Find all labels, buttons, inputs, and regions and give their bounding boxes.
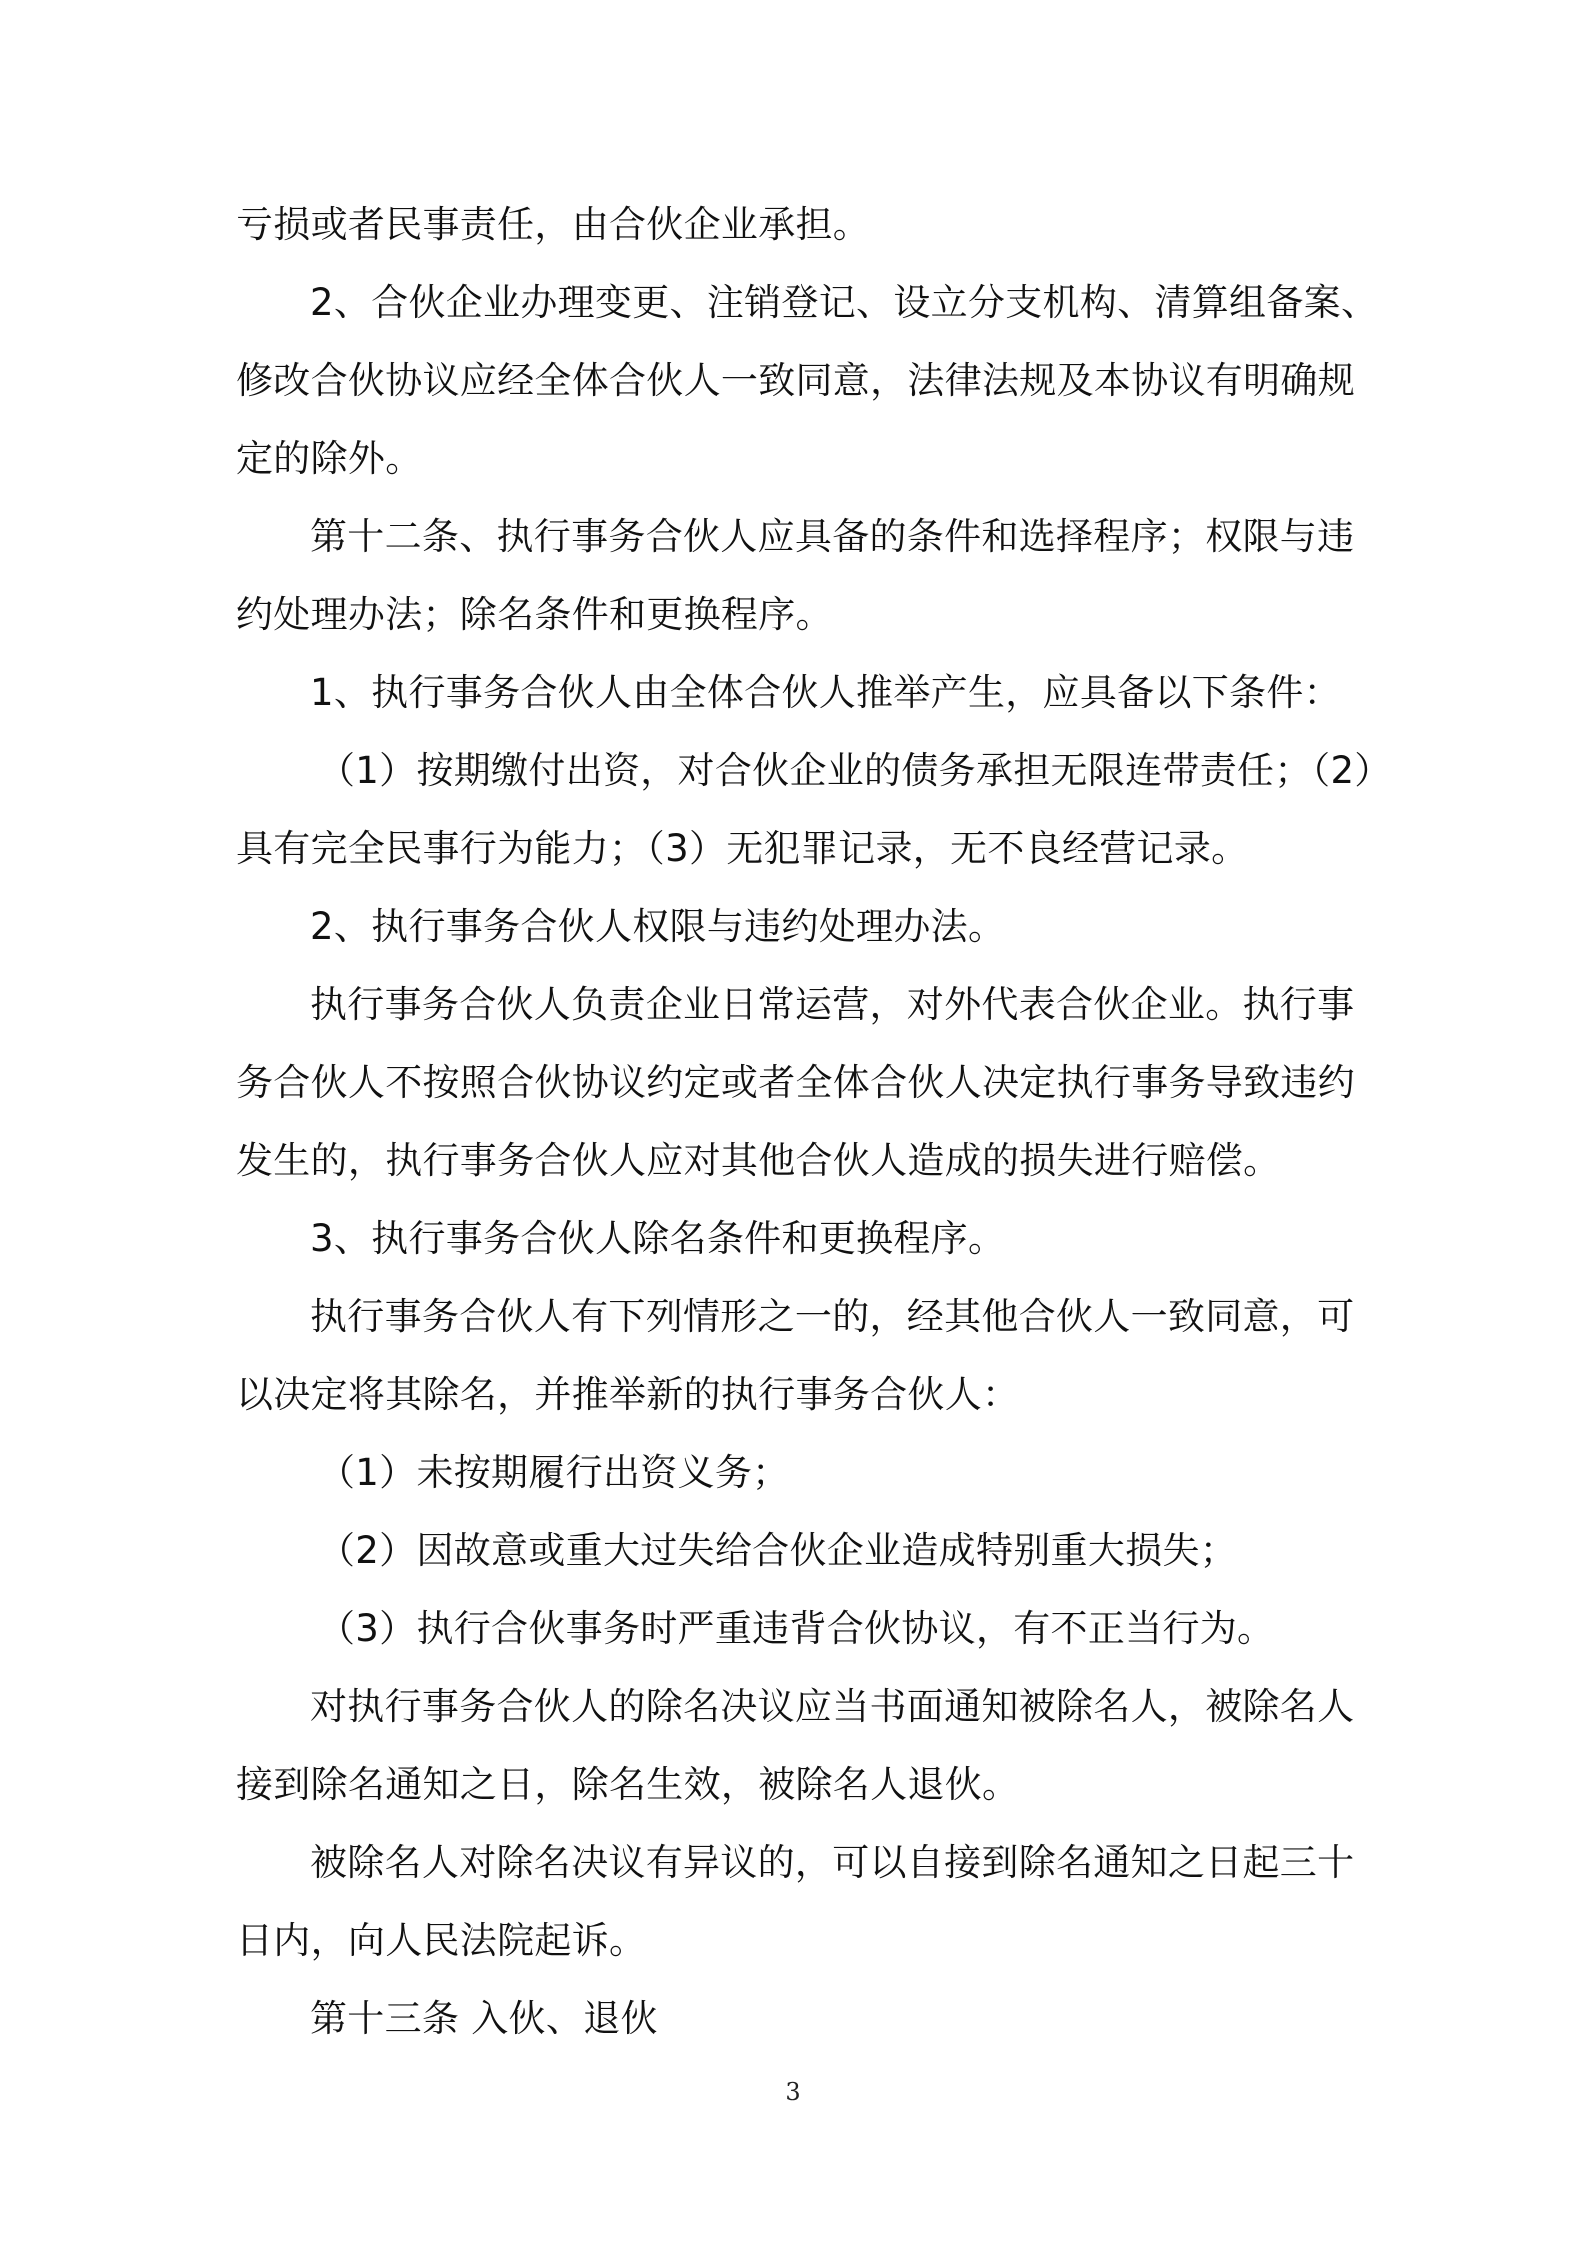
list-item: （3）执行合伙事务时严重违背合伙协议，有不正当行为。	[318, 1607, 1275, 1650]
text-line: 日内，向人民法院起诉。	[236, 1919, 647, 1962]
text-line: 对执行事务合伙人的除名决议应当书面通知被除名人，被除名人	[310, 1685, 1355, 1728]
text-line: 第十二条、执行事务合伙人应具备的条件和选择程序；权限与违	[310, 515, 1355, 558]
list-item: （1）未按期履行出资义务；	[318, 1451, 790, 1494]
text-line: 被除名人对除名决议有异议的，可以自接到除名通知之日起三十	[310, 1841, 1355, 1884]
text-line: （1）按期缴付出资，对合伙企业的债务承担无限连带责任；（2）	[318, 749, 1392, 792]
text-line: 定的除外。	[236, 437, 423, 480]
text-line: 以决定将其除名，并推举新的执行事务合伙人：	[236, 1373, 1020, 1416]
text-line: 务合伙人不按照合伙协议约定或者全体合伙人决定执行事务导致违约	[236, 1061, 1355, 1104]
text-line: 亏损或者民事责任，由合伙企业承担。	[236, 203, 871, 246]
text-line: 具有完全民事行为能力；（3）无犯罪记录，无不良经营记录。	[236, 827, 1249, 870]
text-line: 1、执行事务合伙人由全体合伙人推举产生，应具备以下条件：	[310, 671, 1341, 714]
page-number: 3	[785, 2078, 801, 2106]
text-line: 发生的，执行事务合伙人应对其他合伙人造成的损失进行赔偿。	[236, 1139, 1281, 1182]
text-line: 约处理办法；除名条件和更换程序。	[236, 593, 833, 636]
section-heading: 第十三条 入伙、退伙	[310, 1997, 658, 2040]
list-item: （2）因故意或重大过失给合伙企业造成特别重大损失；	[318, 1529, 1238, 1572]
text-line: 接到除名通知之日，除名生效，被除名人退伙。	[236, 1763, 1020, 1806]
text-line: 2、合伙企业办理变更、注销登记、设立分支机构、清算组备案、	[310, 281, 1379, 324]
text-line: 3、执行事务合伙人除名条件和更换程序。	[310, 1217, 1006, 1260]
text-line: 2、执行事务合伙人权限与违约处理办法。	[310, 905, 1006, 948]
text-line: 修改合伙协议应经全体合伙人一致同意，法律法规及本协议有明确规	[236, 359, 1355, 402]
text-line: 执行事务合伙人负责企业日常运营，对外代表合伙企业。执行事	[310, 983, 1355, 1026]
text-line: 执行事务合伙人有下列情形之一的，经其他合伙人一致同意，可	[310, 1295, 1355, 1338]
